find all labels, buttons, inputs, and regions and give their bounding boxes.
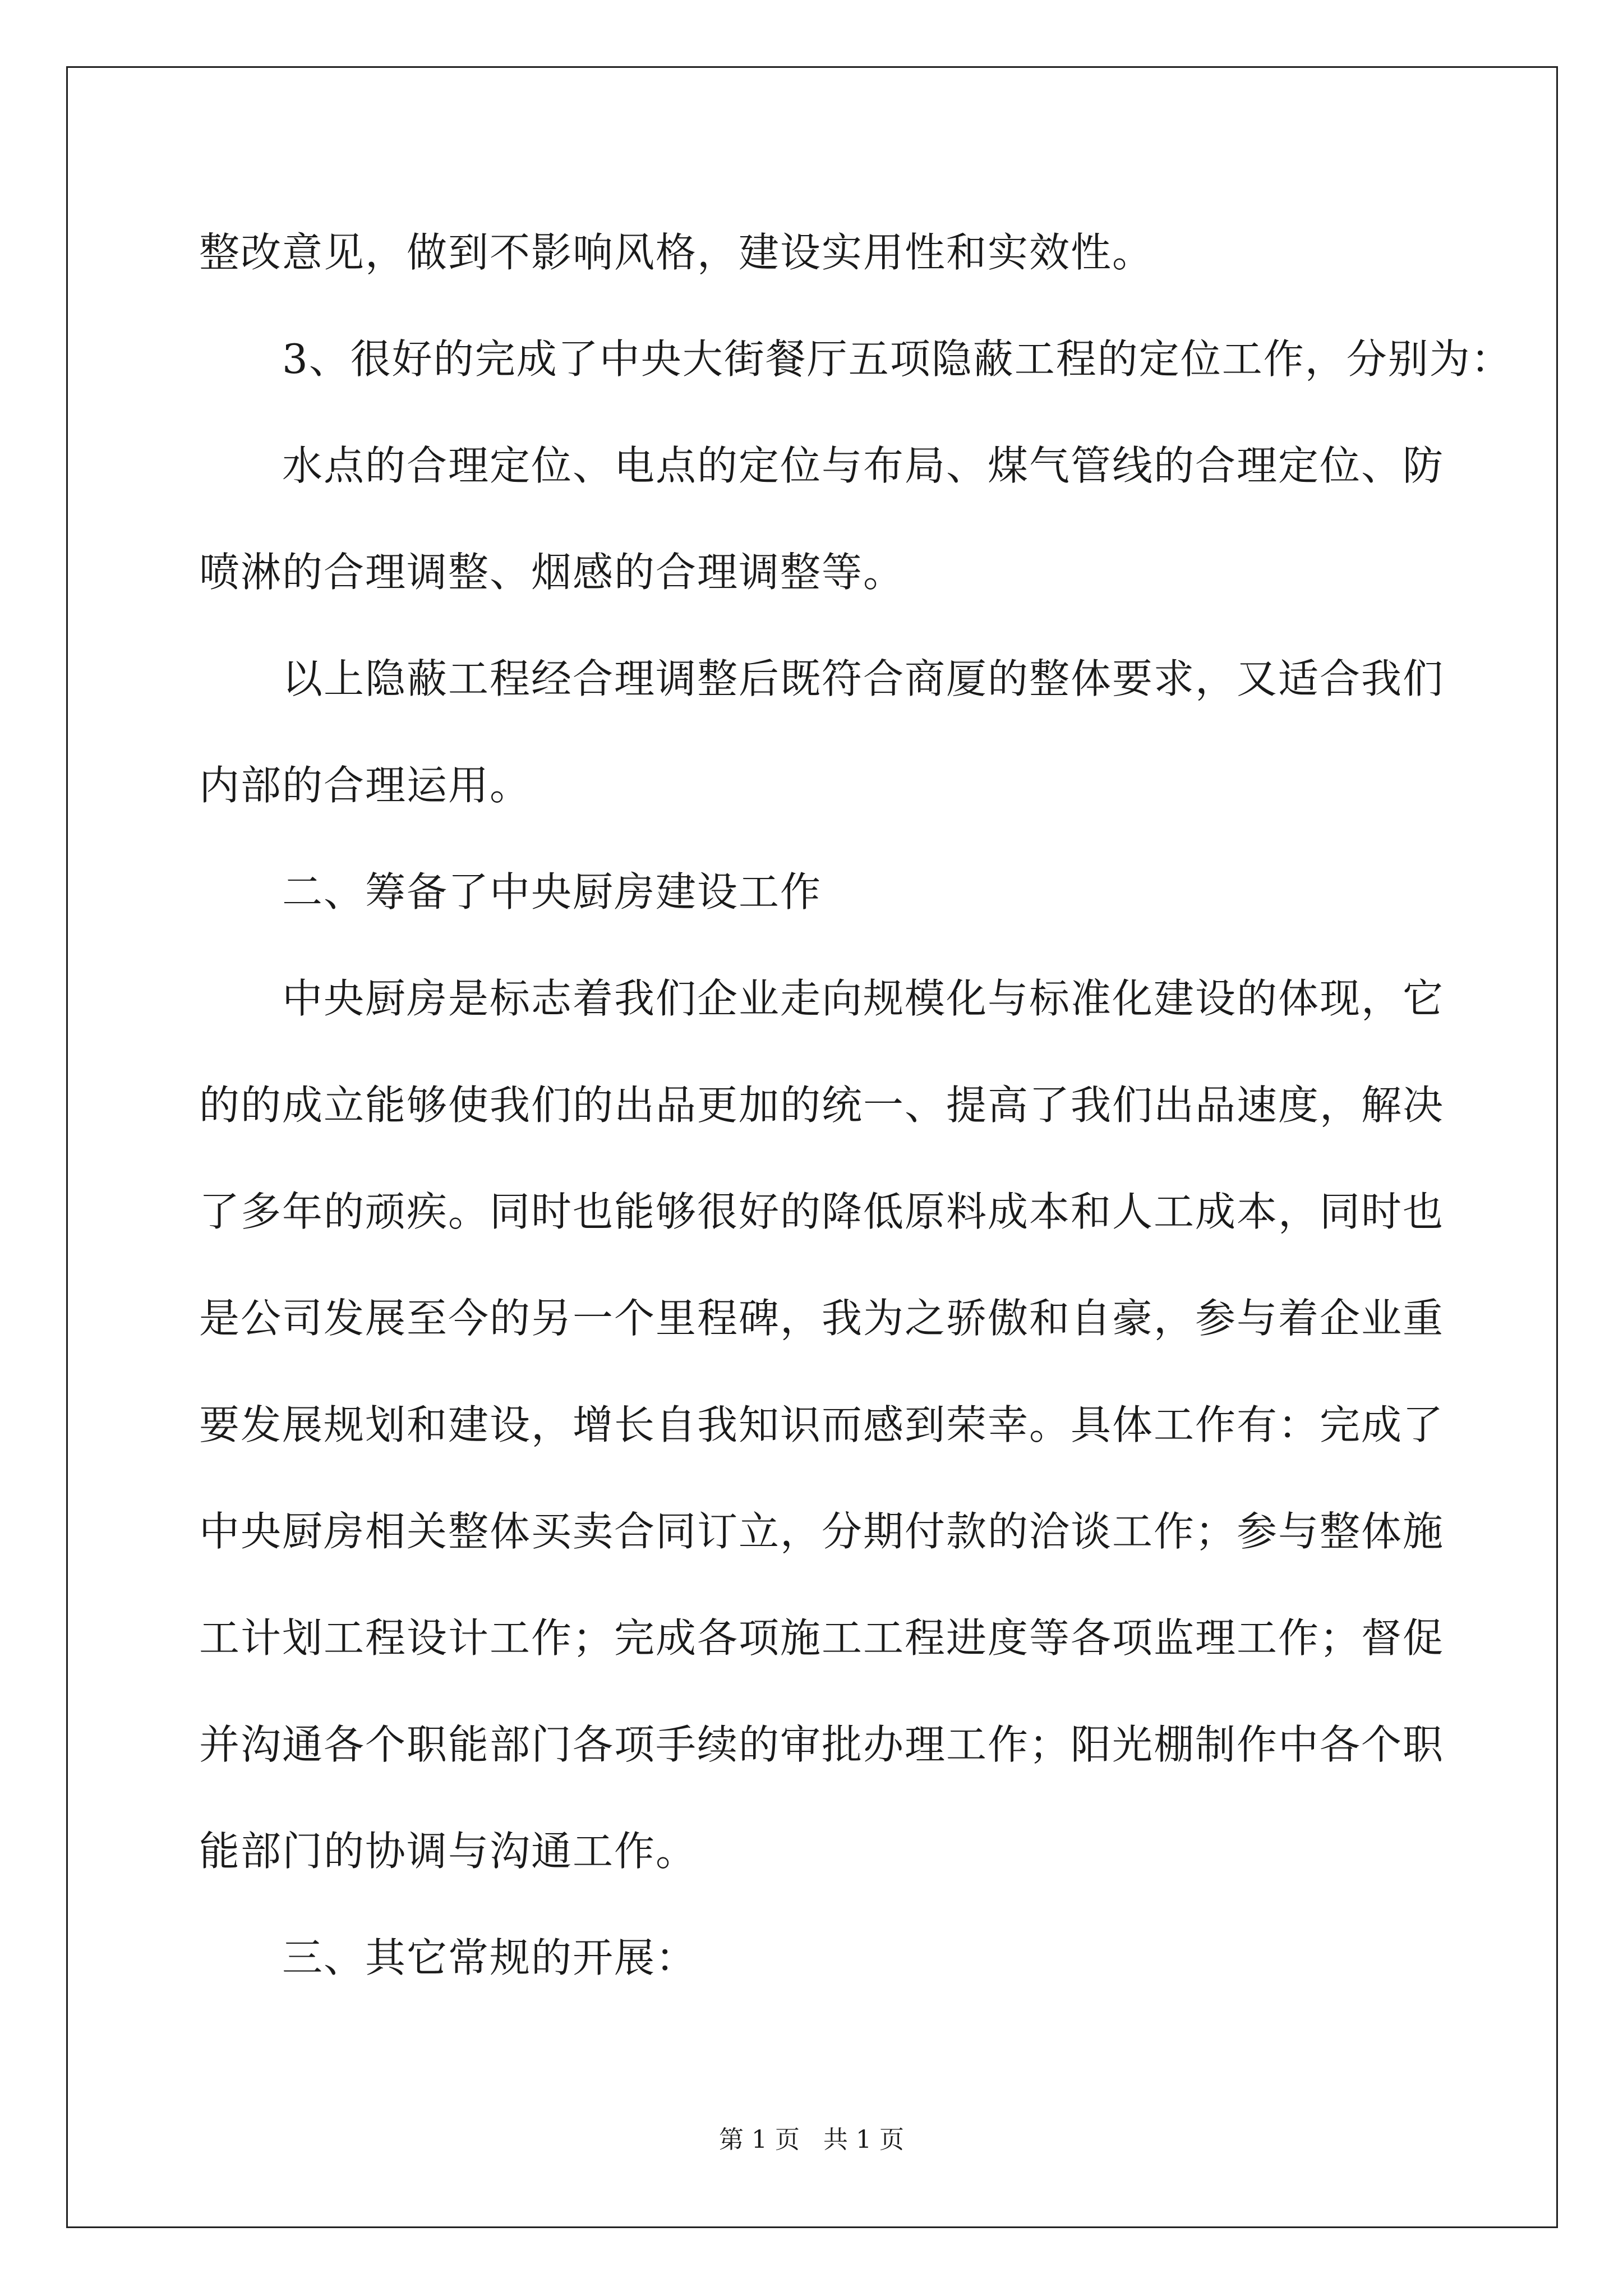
text-line: 的的成立能够使我们的出品更加的统一、提高了我们出品速度，解决 bbox=[199, 1082, 1445, 1129]
page-footer: 第 1 页 共 1 页 bbox=[719, 2125, 904, 2154]
text-line: 能部门的协调与沟通工作。 bbox=[199, 1828, 698, 1875]
text-line: 中央厨房相关整体买卖合同订立，分期付款的洽谈工作；参与整体施 bbox=[199, 1508, 1445, 1555]
text-line: 整改意见，做到不影响风格，建设实用性和实效性。 bbox=[199, 229, 1154, 276]
section-heading: 二、筹备了中央厨房建设工作 bbox=[199, 868, 822, 915]
section-heading: 三、其它常规的开展： bbox=[199, 1934, 698, 1981]
text-line: 了多年的顽疾。同时也能够很好的降低原料成本和人工成本，同时也 bbox=[199, 1188, 1445, 1235]
text-line: 3、很好的完成了中央大街餐厅五项隐蔽工程的定位工作，分别为： bbox=[199, 335, 1513, 383]
page-border bbox=[66, 66, 1558, 2228]
text-line: 喷淋的合理调整、烟感的合理调整等。 bbox=[199, 549, 905, 596]
text-line: 是公司发展至今的另一个里程碑，我为之骄傲和自豪，参与着企业重 bbox=[199, 1295, 1445, 1342]
text-line: 内部的合理运用。 bbox=[199, 762, 532, 809]
text-line: 工计划工程设计工作；完成各项施工工程进度等各项监理工作；督促 bbox=[199, 1614, 1445, 1662]
text-line: 以上隐蔽工程经合理调整后既符合商厦的整体要求，又适合我们 bbox=[199, 655, 1445, 702]
text-line: 中央厨房是标志着我们企业走向规模化与标准化建设的体现，它 bbox=[199, 975, 1445, 1022]
text-line: 并沟通各个职能部门各项手续的审批办理工作；阳光棚制作中各个职 bbox=[199, 1721, 1445, 1768]
text-line: 水点的合理定位、电点的定位与布局、煤气管线的合理定位、防 bbox=[199, 442, 1445, 489]
text-line: 要发展规划和建设，增长自我知识而感到荣幸。具体工作有：完成了 bbox=[199, 1401, 1445, 1448]
